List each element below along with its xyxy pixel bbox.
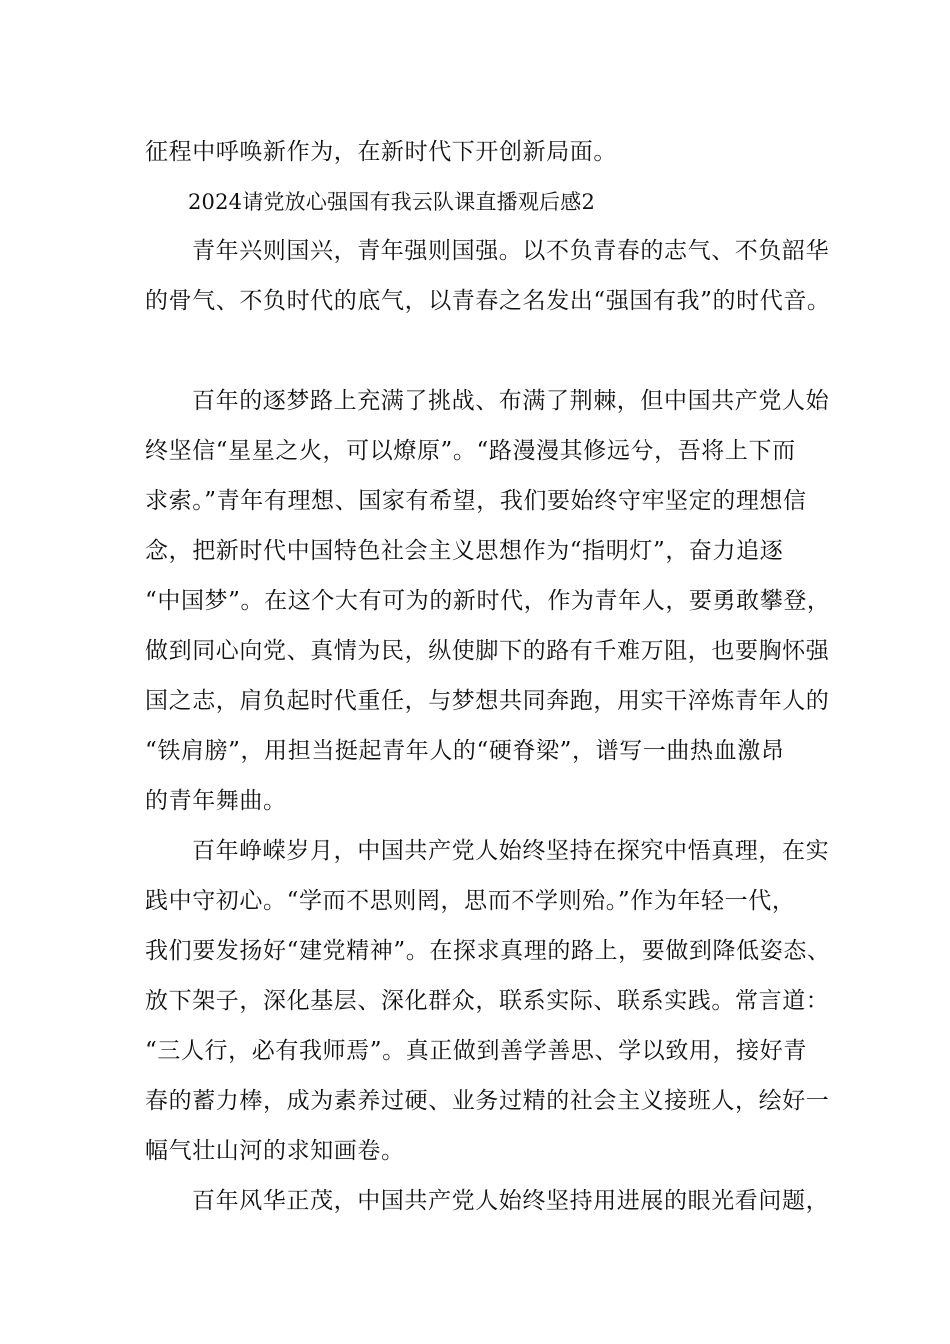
paragraph-line: 终坚信“星星之火，可以燎原”。“路漫漫其修远兮，吾将上下而 (145, 438, 796, 464)
paragraph-line: 春的蓄力棒，成为素养过硬、业务过精的社会主义接班人，绘好一 (145, 1088, 830, 1114)
paragraph-line: “铁肩膀”，用担当挺起青年人的“硬脊梁”，谱写一曲热血激昂 (145, 738, 785, 764)
paragraph-line: 做到同心向党、真情为民，纵使脚下的路有千难万阻，也要胸怀强 (145, 638, 830, 664)
paragraph-line: 百年峥嵘岁月，中国共产党人始终坚持在探究中悟真理，在实 (192, 838, 830, 864)
paragraph-line: 百年风华正茂，中国共产党人始终坚持用进展的眼光看问题， (192, 1188, 830, 1214)
paragraph-line: 百年的逐梦路上充满了挑战、布满了荆棘，但中国共产党人始 (192, 388, 830, 414)
paragraph-line: 念，把新时代中国特色社会主义思想作为“指明灯”，奋力追逐 (145, 538, 784, 564)
paragraph-line: “三人行，必有我师焉”。真正做到善学善思、学以致用，接好青 (145, 1038, 807, 1064)
paragraph-line: 国之志，肩负起时代重任，与梦想共同奔跑，用实干淬炼青年人的 (145, 688, 830, 714)
paragraph-line: 幅气壮山河的求知画卷。 (145, 1138, 405, 1164)
opening-line: 征程中呼唤新作为，在新时代下开创新局面。 (145, 139, 617, 165)
paragraph-line: 的青年舞曲。 (145, 788, 287, 814)
paragraph-line: 我们要发扬好“建党精神”。在探求真理的路上，要做到降低姿态、 (145, 938, 831, 964)
paragraph-line: “中国梦”。在这个大有可为的新时代，作为青年人，要勇敢攀登， (145, 588, 831, 614)
paragraph-line: 放下架子，深化基层、深化群众，联系实际、联系实践。常言道： (145, 988, 830, 1014)
section-title: 2024请党放心强国有我云队课直播观后感2 (188, 190, 596, 214)
paragraph-line: 青年兴则国兴，青年强则国强。以不负青春的志气、不负韶华 (192, 238, 830, 264)
paragraph-line: 求索。”青年有理想、国家有希望，我们要始终守牢坚定的理想信 (145, 488, 807, 514)
paragraph-line: 的骨气、不负时代的底气，以青春之名发出“强国有我”的时代音。 (145, 288, 831, 314)
paragraph-line: 践中守初心。“学而不思则罔，思而不学则殆。”作为年轻一代， (145, 888, 796, 914)
